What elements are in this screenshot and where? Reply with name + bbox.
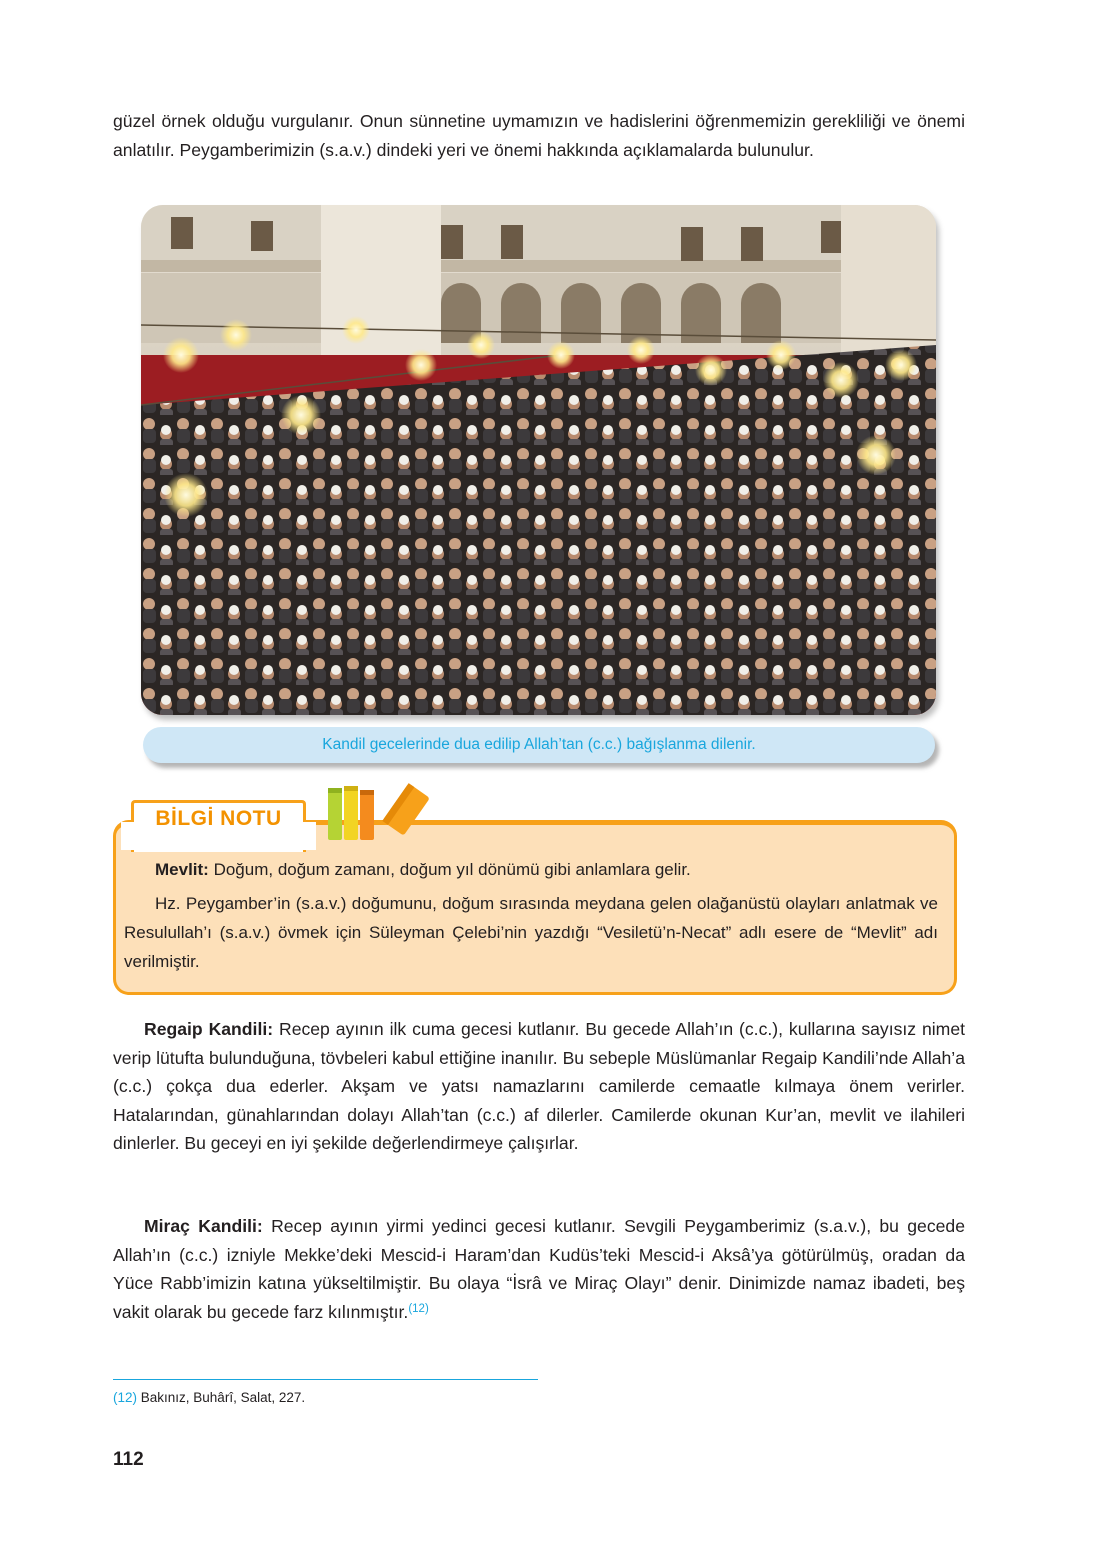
regaip-paragraph	[113, 1015, 965, 1158]
info-note-definition-text: Doğum, doğum zamanı, doğum yıl dönümü gibi anlamlara gelir.	[208, 860, 691, 879]
mirac-paragraph	[113, 1212, 965, 1326]
info-note-body-text: Hz. Peygamber’in (s.a.v.) doğumunu, doğum sırasında meydana gelen olağanüstü olayları anlatmak ve Resulullah’ı (s.a.v.) övmek için Süleyman Çelebi’nin yazdığı “Vesiletü’n-Necat” adlı esere de “Mevlit” adı verilmiştir.	[124, 894, 938, 971]
info-note-body	[124, 890, 938, 976]
page-number: 112	[113, 1449, 144, 1470]
info-note-title: BİLGİ NOTU	[155, 807, 282, 830]
mosque-prayer-photo	[141, 205, 936, 715]
mirac-term: Miraç Kandili:	[144, 1216, 263, 1236]
footnote-reference[interactable]: (12)	[408, 1302, 429, 1315]
photo-caption-text: Kandil gecelerinde dua edilip Allah’tan (c.c.) bağışlanma dilenir.	[322, 736, 756, 753]
footnote-divider	[113, 1379, 538, 1380]
photo-caption	[143, 727, 935, 763]
footnote-text: Bakınız, Buhârî, Salat, 227.	[137, 1390, 306, 1405]
regaip-text: Recep ayının ilk cuma gecesi kutlanır. Bu gecede Allah’ın (c.c.), kullarına sayısız nimet verip lütufta bulunduğuna, tövbeleri kabul ettiğine inanılır. Bu sebeple Müslümanlar Regaip Kandili’nde Allah’a (c.c.) çokça dua ederler. Akşam ve yatsı namazlarını camilerde cemaatle kılmaya önem verirler. Hatalarından, günahlarından dolayı Allah’tan (c.c.) af dilerler. Camilerde okunan Kur’an, mevlit ve ilahileri dinlerler. Bu geceyi en iyi şekilde değerlendirmeye çalışırlar.	[113, 1019, 965, 1154]
mirac-text: Recep ayının yirmi yedinci gecesi kutlanır. Sevgili Peygamberimiz (s.a.v.), bu gecede Allah’ın (c.c.) izniyle Mekke’deki Mescid-i Haram’dan Kudüs’teki Mescid-i Aksâ’ya götürülmüş, oradan da Yüce Rabb’imizin katına yükseltilmiştir. Bu olaya “İsrâ ve Miraç Olayı” denir. Dinimizde namaz ibadeti, beş vakit olarak bu gecede farz kılınmıştır.	[113, 1216, 965, 1322]
regaip-term: Regaip Kandili:	[144, 1019, 274, 1039]
intro-text: güzel örnek olduğu vurgulanır. Onun sünnetine uymamızın ve hadislerini öğrenmemizin gerekliliği ve önemi anlatılır. Peygamberimizin (s.a.v.) dindeki yeri ve önemi hakkında açıklamalarda bulunulur.	[113, 111, 965, 160]
info-note-definition	[124, 856, 938, 885]
info-note-term: Mevlit:	[155, 860, 209, 879]
intro-paragraph	[113, 107, 965, 164]
footnote	[113, 1390, 305, 1405]
footnote-number: (12)	[113, 1390, 138, 1405]
books-icon	[326, 782, 438, 842]
